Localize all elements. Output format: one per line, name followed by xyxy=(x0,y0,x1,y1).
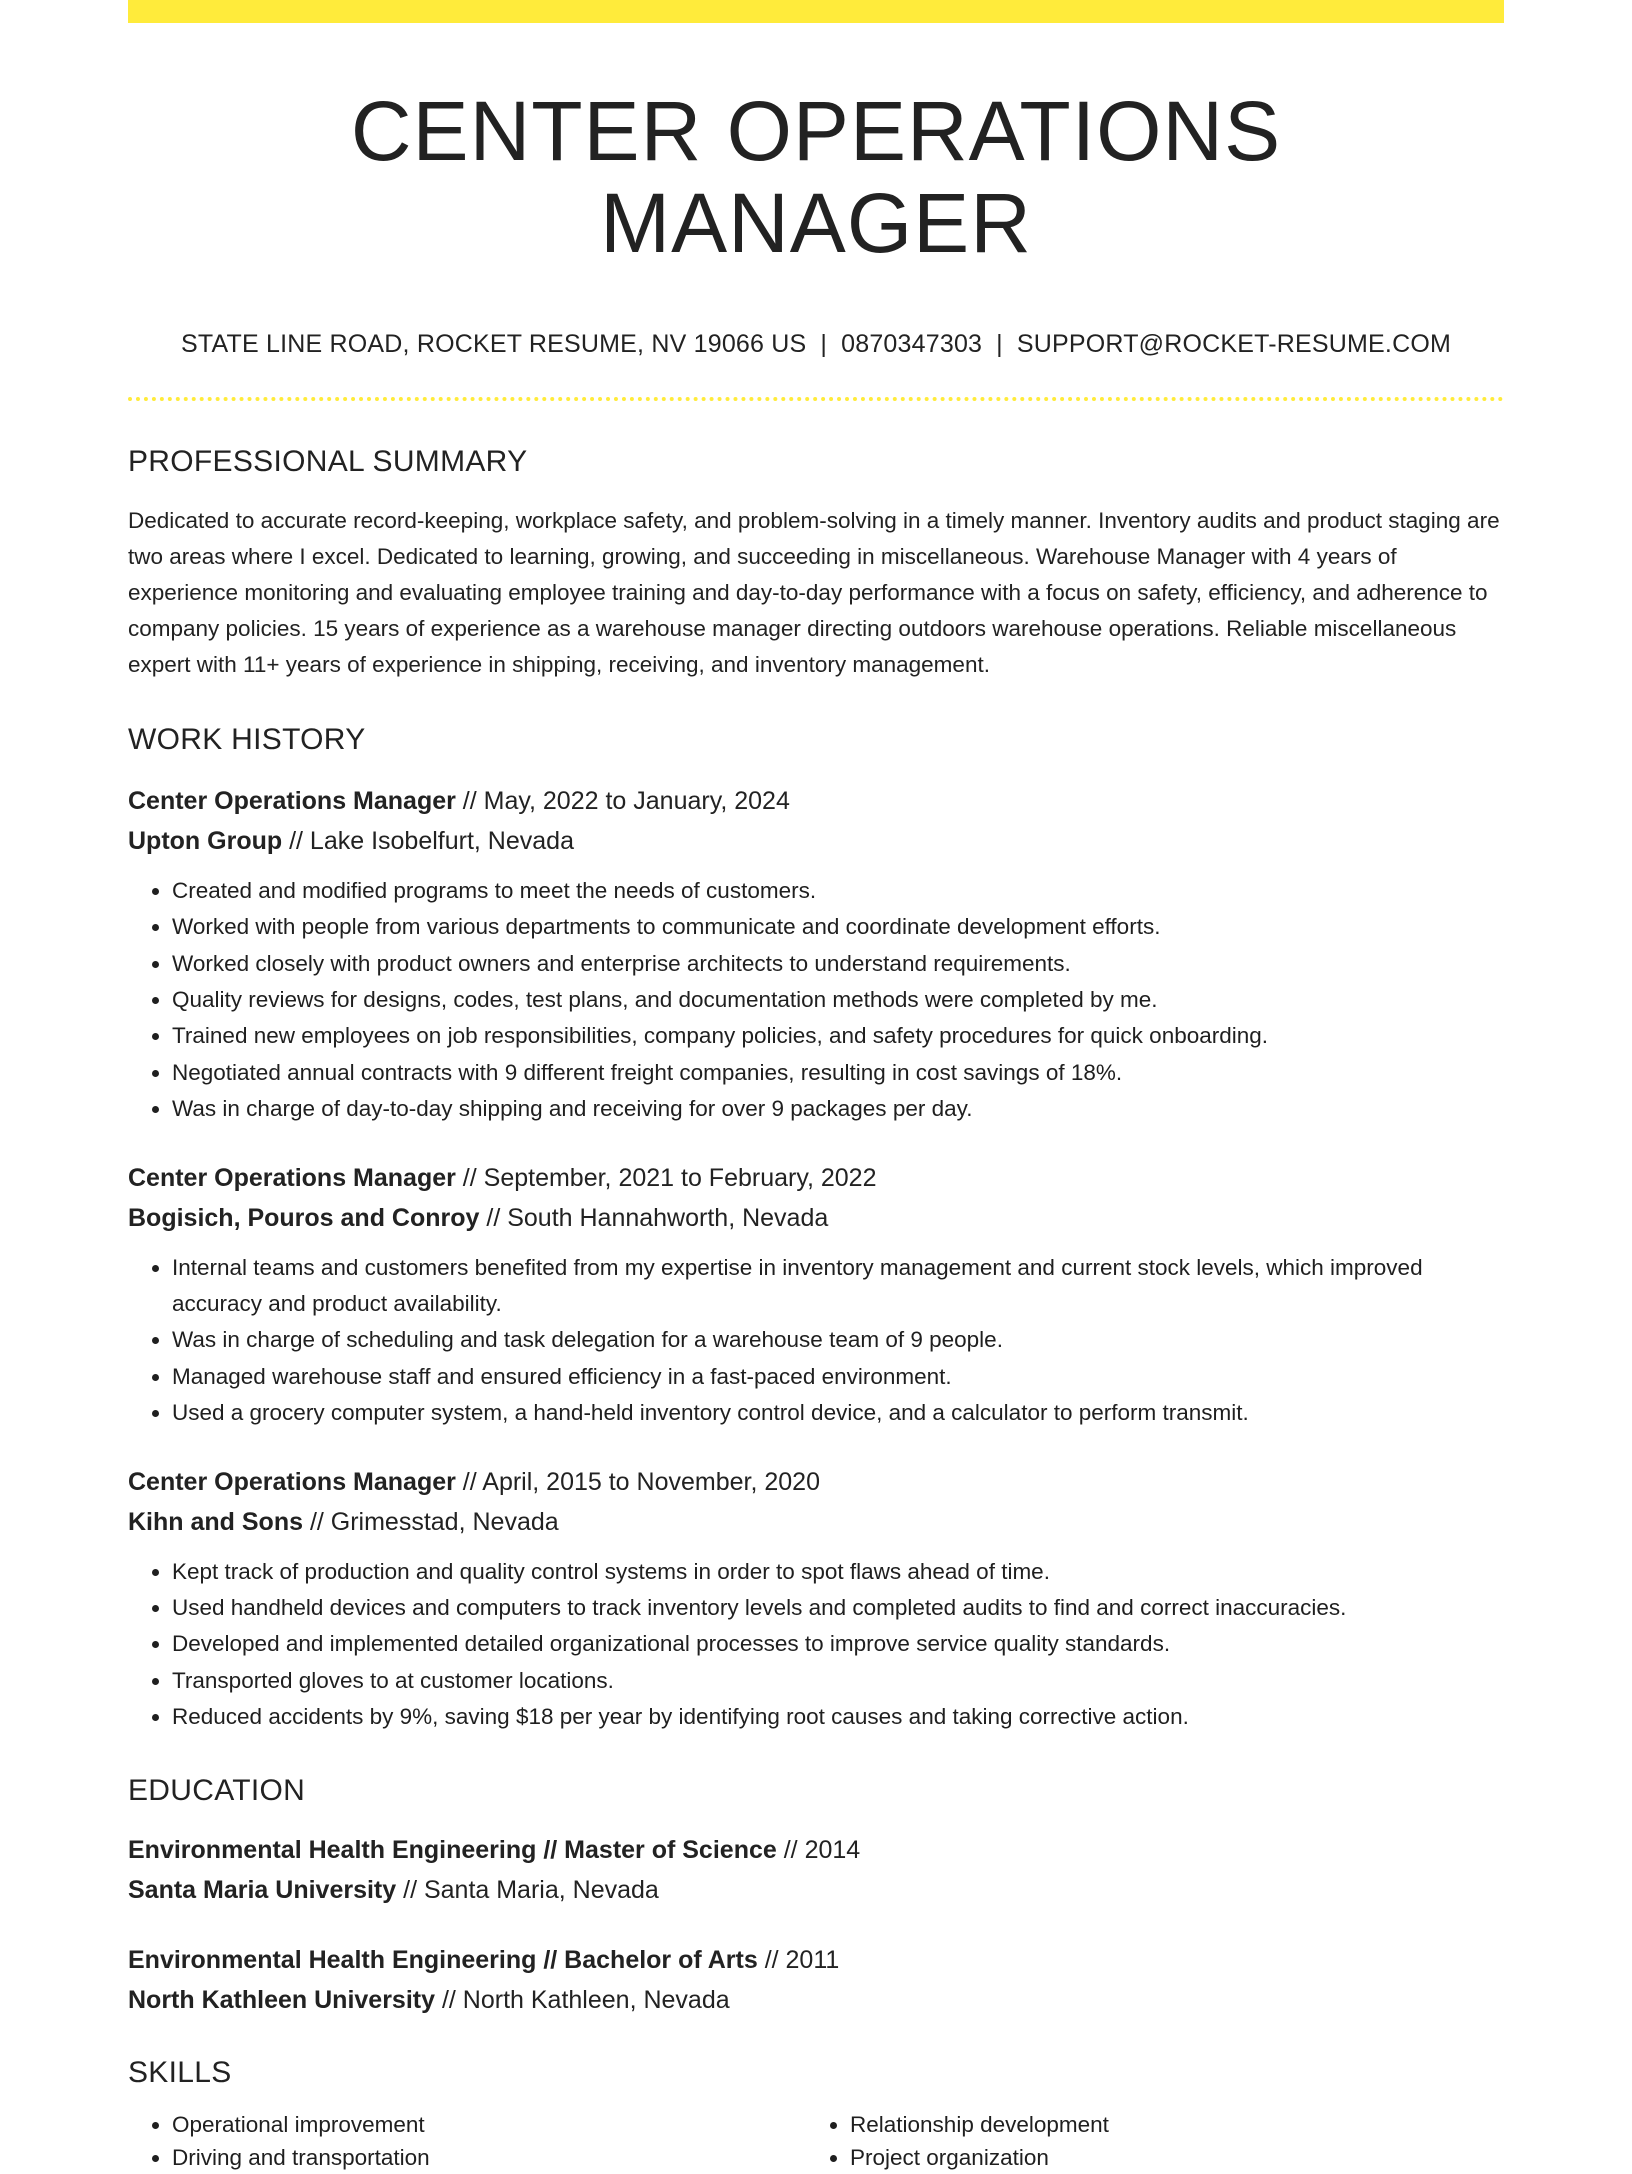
job-bullet: • Used handheld devices and computers to track inventory levels and completed audits to find and correct inaccuracies. xyxy=(172,1590,1504,1626)
job-bullet: • Negotiated annual contracts with 9 different freight companies, resulting in cost savings of 18%. xyxy=(172,1055,1504,1091)
job-bullets xyxy=(128,1554,1504,1736)
job-role-line xyxy=(128,1462,1504,1502)
job-bullet: • Internal teams and customers benefited from my expertise in inventory management and current stock levels, which improved accuracy and product availability. xyxy=(172,1250,1504,1323)
job-location: // Grimesstad, Nevada xyxy=(303,1507,559,1536)
job-company: Bogisich, Pouros and Conroy xyxy=(128,1203,480,1232)
job-role-line xyxy=(128,781,1504,821)
job-dates: // May, 2022 to January, 2024 xyxy=(455,786,790,815)
job-bullet: • Kept track of production and quality control systems in order to spot flaws ahead of time. xyxy=(172,1554,1504,1590)
education-school-line xyxy=(128,1870,1504,1910)
education-list xyxy=(128,1830,1504,2020)
job-bullet: • Trained new employees on job responsibilities, company policies, and safety procedures for quick onboarding. xyxy=(172,1018,1504,1054)
job-bullets xyxy=(128,1250,1504,1432)
job-role: Center Operations Manager xyxy=(128,1163,456,1192)
contact-line xyxy=(128,330,1504,359)
resume-page xyxy=(128,0,1504,2174)
education-location: // Santa Maria, Nevada xyxy=(396,1875,659,1904)
job-role-line xyxy=(128,1158,1504,1198)
job-company: Upton Group xyxy=(128,826,283,855)
education-school: North Kathleen University xyxy=(128,1985,436,2014)
job-bullet: • Developed and implemented detailed organizational processes to improve service quality standards. xyxy=(172,1626,1504,1662)
education-degree: Environmental Health Engineering // Bachelor of Arts xyxy=(128,1945,758,1974)
skill-item: • Relationship development xyxy=(850,2108,1484,2141)
job-bullet: • Transported gloves to at customer locations. xyxy=(172,1663,1504,1699)
job-role: Center Operations Manager xyxy=(128,1467,456,1496)
top-accent-bar xyxy=(128,0,1504,23)
education-degree: Environmental Health Engineering // Master of Science xyxy=(128,1835,777,1864)
skill-item: • Driving and transportation xyxy=(172,2141,806,2174)
job-entry xyxy=(128,1462,1504,1736)
job-bullets xyxy=(128,873,1504,1128)
job-bullet: • Was in charge of day-to-day shipping and receiving for over 9 packages per day. xyxy=(172,1091,1504,1127)
job-entry xyxy=(128,781,1504,1128)
education-location: // North Kathleen, Nevada xyxy=(435,1985,730,2014)
skills-grid xyxy=(128,2108,1504,2174)
contact-separator: | xyxy=(820,329,828,358)
job-bullet: • Worked with people from various departments to communicate and coordinate development efforts. xyxy=(172,909,1504,945)
job-entry xyxy=(128,1158,1504,1432)
education-degree-line xyxy=(128,1940,1504,1980)
resume-title: CENTER OPERATIONS MANAGER xyxy=(350,84,1282,271)
job-location: // South Hannahworth, Nevada xyxy=(479,1203,829,1232)
education-entry xyxy=(128,1830,1504,1910)
education-school-line xyxy=(128,1980,1504,2020)
skill-item: • Operational improvement xyxy=(172,2108,806,2141)
job-company-line xyxy=(128,1502,1504,1542)
job-company-line xyxy=(128,1198,1504,1238)
contact-email: SUPPORT@ROCKET-RESUME.COM xyxy=(1016,329,1452,358)
job-company-line xyxy=(128,821,1504,861)
education-degree-line xyxy=(128,1830,1504,1870)
summary-text: Dedicated to accurate record-keeping, workplace safety, and problem-solving in a timely manner. Inventory audits and product staging are two areas where I excel. Dedicated to learning, growing, and succeeding in miscellaneous. Warehouse Manager with 4 years of experience monitoring and evaluating employee training and day-to-day performance with a focus on safety, efficiency, and adherence to company policies. 15 years of experience as a warehouse manager directing outdoors warehouse operations. Reliable miscellaneous expert with 11+ years of experience in shipping, receiving, and inventory management. xyxy=(128,507,1500,677)
skills-column-right xyxy=(806,2108,1484,2174)
job-dates: // April, 2015 to November, 2020 xyxy=(455,1467,820,1496)
job-company: Kihn and Sons xyxy=(128,1507,303,1536)
job-bullet: • Managed warehouse staff and ensured efficiency in a fast-paced environment. xyxy=(172,1359,1504,1395)
dotted-divider xyxy=(128,397,1504,401)
summary-heading: PROFESSIONAL SUMMARY xyxy=(128,444,528,478)
job-bullet: • Used a grocery computer system, a hand-held inventory control device, and a calculator to perform transmit. xyxy=(172,1395,1504,1431)
job-location: // Lake Isobelfurt, Nevada xyxy=(282,826,574,855)
job-bullet: • Reduced accidents by 9%, saving $18 per year by identifying root causes and taking corrective action. xyxy=(172,1699,1504,1735)
job-bullet: • Quality reviews for designs, codes, test plans, and documentation methods were completed by me. xyxy=(172,982,1504,1018)
skill-item: • Project organization xyxy=(850,2141,1484,2174)
contact-separator: | xyxy=(996,329,1003,358)
work-history-list xyxy=(128,781,1504,1736)
education-year: // 2011 xyxy=(757,1945,840,1974)
skills-column-left xyxy=(128,2108,806,2174)
job-bullet: • Created and modified programs to meet the needs of customers. xyxy=(172,873,1504,909)
work-history-heading: WORK HISTORY xyxy=(128,722,366,756)
contact-address: STATE LINE ROAD, ROCKET RESUME, NV 19066 US xyxy=(180,329,807,358)
job-dates: // September, 2021 to February, 2022 xyxy=(455,1163,877,1192)
job-bullet: • Worked closely with product owners and enterprise architects to understand requirements. xyxy=(172,946,1504,982)
job-bullet: • Was in charge of scheduling and task delegation for a warehouse team of 9 people. xyxy=(172,1322,1504,1358)
education-entry xyxy=(128,1940,1504,2020)
skills-heading: SKILLS xyxy=(128,2055,232,2089)
education-heading: EDUCATION xyxy=(128,1773,306,1807)
contact-phone: 0870347303 xyxy=(841,329,983,358)
education-year: // 2014 xyxy=(776,1835,861,1864)
job-role: Center Operations Manager xyxy=(128,786,456,815)
education-school: Santa Maria University xyxy=(128,1875,397,1904)
